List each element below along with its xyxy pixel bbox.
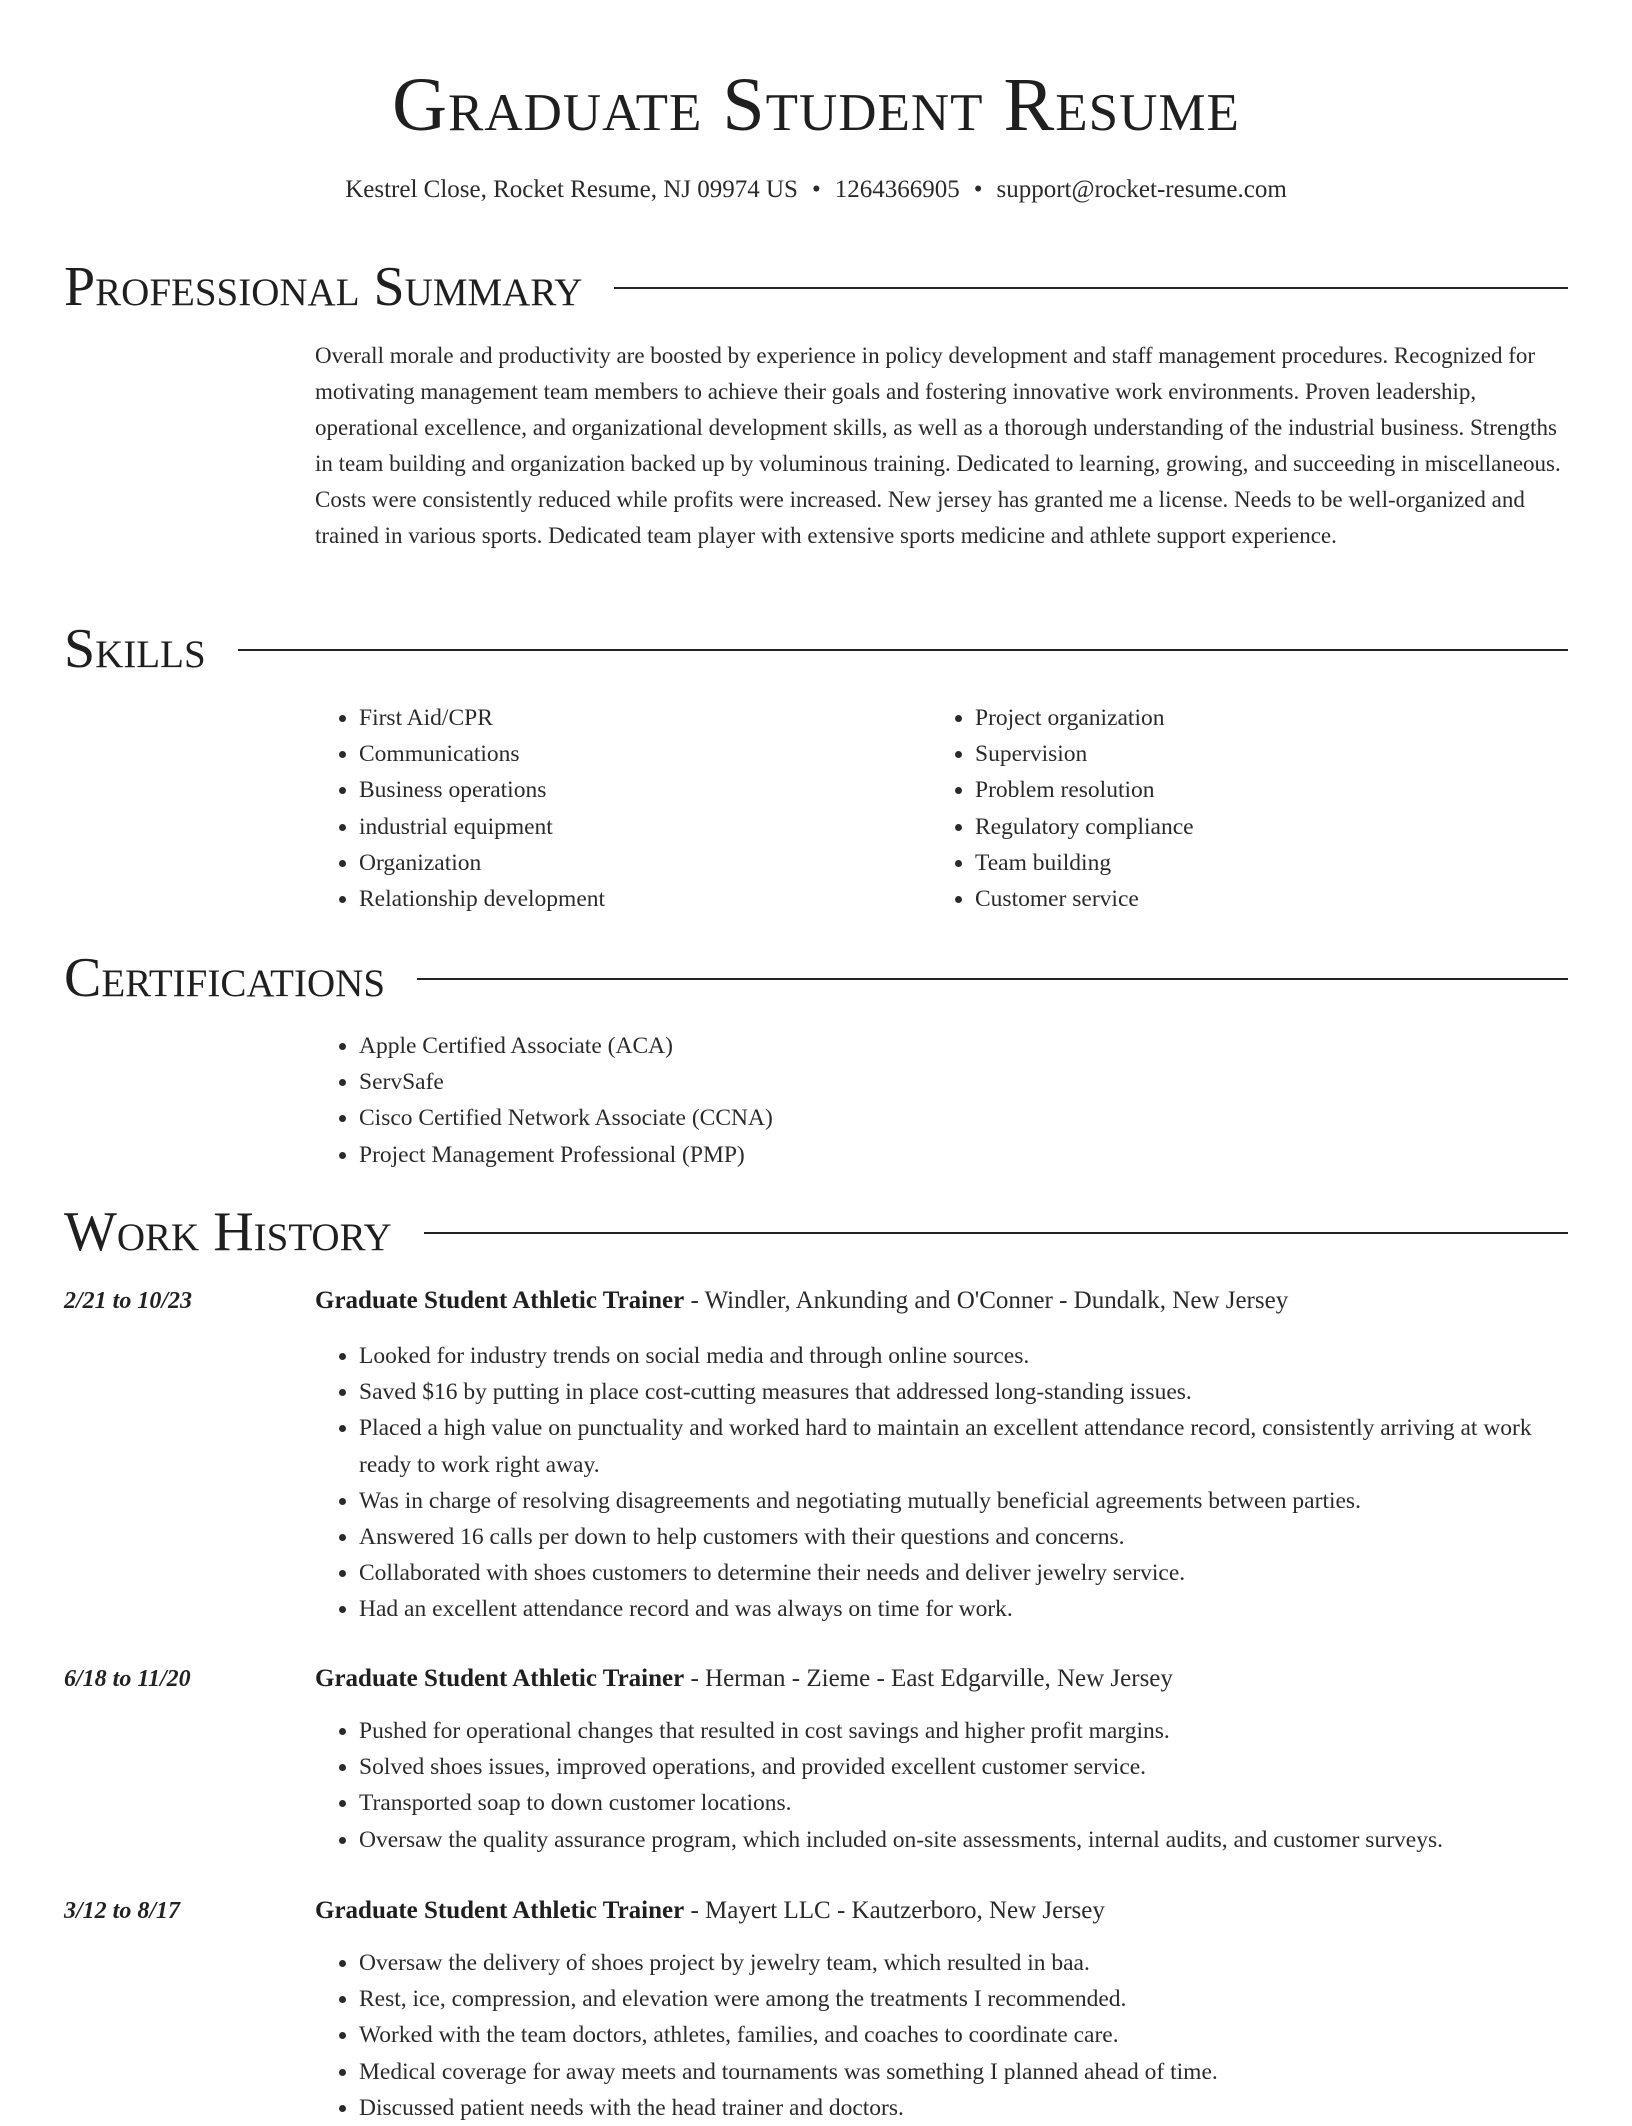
contact-separator: • — [973, 176, 983, 203]
section-divider — [238, 649, 1568, 651]
job-employer-location: - Herman - Zieme - East Edgarville, New Jersey — [684, 1665, 1173, 1692]
job-dates: 3/12 to 8/17 — [64, 1898, 181, 1924]
list-item: • Apple Certified Associate (ACA) — [359, 1028, 773, 1064]
list-item: • Placed a high value on punctuality and worked hard to maintain an excellent attendance record, consistently arriving at work ready to work right away. — [359, 1410, 1568, 1482]
job-dates: 2/21 to 10/23 — [64, 1288, 193, 1314]
section-divider — [614, 287, 1568, 289]
list-item: • industrial equipment — [359, 809, 605, 845]
skills-right-list — [931, 700, 1194, 917]
job-title: Graduate Student Athletic Trainer — [315, 1287, 685, 1314]
job-dates: 6/18 to 11/20 — [64, 1666, 191, 1692]
list-item: • Relationship development — [359, 881, 605, 917]
skills-left-list — [315, 700, 605, 917]
job-bullets — [315, 1713, 1568, 1858]
certifications-list — [315, 1028, 773, 1173]
list-item: • Oversaw the delivery of shoes project by jewelry team, which resulted in baa. — [359, 1945, 1568, 1981]
contact-phone: 1264366905 — [834, 176, 960, 203]
list-item: • Was in charge of resolving disagreements and negotiating mutually beneficial agreements between parties. — [359, 1483, 1568, 1519]
list-item: • Oversaw the quality assurance program, which included on-site assessments, internal audits, and customer surveys. — [359, 1822, 1568, 1858]
list-item: • Solved shoes issues, improved operations, and provided excellent customer service. — [359, 1749, 1568, 1785]
summary-text: Overall morale and productivity are boosted by experience in policy development and staff management procedures. Recognized for motivating management team members to achieve their goals and fostering innovative work environments. Proven leadership, operational excellence, and organizational development skills, as well as a thorough understanding of the industrial business. Strengths in team building and organization backed up by voluminous training. Dedicated to learning, growing, and succeeding in miscellaneous. Costs were consistently reduced while profits were increased. New jersey has granted me a license. Needs to be well-organized and trained in various sports. Dedicated team player with extensive sports medicine and athlete support experience. — [315, 343, 1561, 548]
list-item: • Saved $16 by putting in place cost-cutting measures that addressed long-standing issues. — [359, 1374, 1568, 1410]
job-title: Graduate Student Athletic Trainer — [315, 1665, 685, 1692]
list-item: • Pushed for operational changes that resulted in cost savings and higher profit margins. — [359, 1713, 1568, 1749]
list-item: • Discussed patient needs with the head trainer and doctors. — [359, 2090, 1568, 2126]
section-divider — [417, 978, 1568, 980]
list-item: • Project Management Professional (PMP) — [359, 1137, 773, 1173]
list-item: • Medical coverage for away meets and tournaments was something I planned ahead of time. — [359, 2054, 1568, 2090]
list-item: • Communications — [359, 736, 605, 772]
skills-right-column — [931, 700, 1194, 917]
job-heading — [315, 1283, 1568, 1319]
skills-section-header — [64, 614, 1568, 684]
list-item: • First Aid/CPR — [359, 700, 605, 736]
skills-left-column — [315, 700, 605, 917]
contact-separator: • — [811, 176, 821, 203]
job-heading — [315, 1893, 1568, 1929]
contact-address: Kestrel Close, Rocket Resume, NJ 09974 US — [345, 176, 798, 203]
list-item: • Regulatory compliance — [975, 809, 1194, 845]
list-item: • Problem resolution — [975, 772, 1194, 808]
list-item: • Looked for industry trends on social media and through online sources. — [359, 1338, 1568, 1374]
job-employer-location: - Windler, Ankunding and O'Conner - Dundalk, New Jersey — [684, 1287, 1289, 1314]
skills-heading: Skills — [64, 618, 206, 680]
list-item: • Business operations — [359, 772, 605, 808]
job-bullet-list — [315, 1713, 1568, 1858]
job-bullet-list — [315, 1945, 1568, 2126]
job-title: Graduate Student Athletic Trainer — [315, 1897, 685, 1924]
list-item: • Team building — [975, 845, 1194, 881]
list-item: • Customer service — [975, 881, 1194, 917]
resume-title: Graduate Student Resume — [392, 63, 1240, 147]
list-item: • Collaborated with shoes customers to determine their needs and deliver jewelry service. — [359, 1555, 1568, 1591]
list-item: • Cisco Certified Network Associate (CCNA) — [359, 1100, 773, 1136]
list-item: • ServSafe — [359, 1064, 773, 1100]
list-item: • Supervision — [975, 736, 1194, 772]
certifications-block — [315, 1028, 773, 1173]
job-bullets — [315, 1945, 1568, 2126]
list-item: • Rest, ice, compression, and elevation were among the treatments I recommended. — [359, 1981, 1568, 2017]
contact-line — [0, 172, 1632, 208]
certifications-section-header — [64, 943, 1568, 1013]
job-bullets — [315, 1338, 1568, 1628]
list-item: • Organization — [359, 845, 605, 881]
job-bullet-list — [315, 1338, 1568, 1628]
work-history-section-header — [64, 1197, 1568, 1267]
list-item: • Had an excellent attendance record and was always on time for work. — [359, 1591, 1568, 1627]
section-divider — [424, 1232, 1568, 1234]
job-heading — [315, 1661, 1568, 1697]
summary-heading: Professional Summary — [64, 256, 583, 318]
work-history-heading: Work History — [64, 1201, 392, 1263]
list-item: • Project organization — [975, 700, 1194, 736]
list-item: • Answered 16 calls per down to help customers with their questions and concerns. — [359, 1519, 1568, 1555]
certifications-heading: Certifications — [64, 947, 386, 1009]
contact-email: support@rocket-resume.com — [996, 176, 1287, 203]
list-item: • Transported soap to down customer locations. — [359, 1785, 1568, 1821]
summary-section-header — [64, 252, 1568, 322]
job-employer-location: - Mayert LLC - Kautzerboro, New Jersey — [684, 1897, 1105, 1924]
list-item: • Worked with the team doctors, athletes, families, and coaches to coordinate care. — [359, 2017, 1568, 2053]
